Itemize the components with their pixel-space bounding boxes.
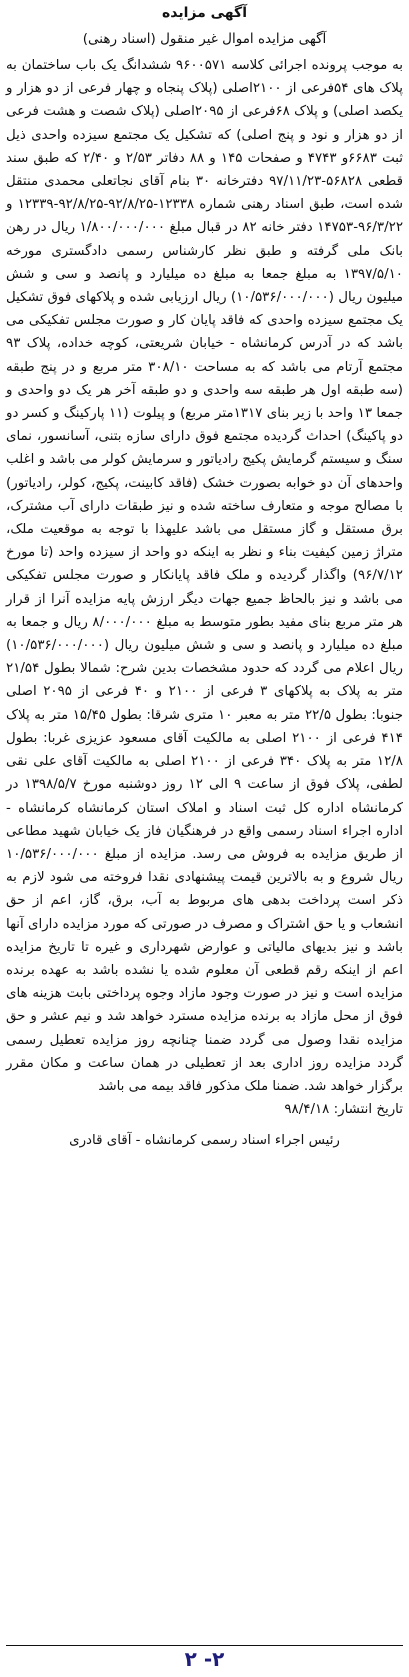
bottom-divider — [6, 1645, 403, 1646]
publish-date: تاریخ انتشار: ۹۸/۴/۱۸ — [284, 1102, 403, 1118]
page-number: ۲- ۲ — [184, 1647, 225, 1671]
notice-body: به موجب پرونده اجرائی کلاسه ۹۶۰۰۵۷۱ ششدانگ یک باب ساختمان به پلاک های ۵۴فرعی از ۲۱۰۰اصلی (پلاک پنجاه و چهار فرعی از دو هزار و یکصد اصلی) و پلاک ۶۸فرعی از ۲۰۹۵اصلی (پلاک شصت و هشت فرعی از دو هزار و نود و پنج اصلی) که تشکیل یک مجتمع سیزده واحدی ذیل ثبت ۶۶۸۳و ۴۷۴۳ و صفحات ۱۴۵ و ۸۸ دفاتر ۲/۵۳ و ۲/۴۰ که طبق سند قطعی ۵۶۸۲۸-۹۷/۱۱/۲۳ دفترخانه ۳۰ بنام آقای نجاتعلی محمدی منتقل شده است، طبق اسناد رهنی شماره ۱۲۳۳۸-۹۲/۸/۲۵-۹۲/۸/۲۵-۱۲۳۳۹ و ۹۶/۳/۲۲-۱۴۷۵۳ دفتر خانه ۸۲ در قبال مبلغ ۱/۸۰۰/۰۰۰/۰۰۰ ریال در رهن بانک ملی گرفته و طبق نظر کارشناس رسمی دادگستری مورخه ۱۳۹۷/۵/۱۰ به مبلغ جمعا به مبلغ ده میلیارد و پانصد و سی و شش میلیون ریال (۱۰/۵۳۶/۰۰۰/۰۰۰) ریال ارزیابی شده و پلاکهای فوق تشکیل یک مجتمع سیزده واحدی که فاقد پایان کار و صورت مجلس تفکیکی می باشد که در آدرس کرمانشاه - خیابان شریعتی، کوچه خداده، پلاک ۹۳ مجتمع آرتام می باشد که به مساحت ۳۰۸/۱۰ متر مربع و در پنج طبقه (سه طبقه اول هر طبقه سه واحدی و دو طبقه آخر هر یک دو واحدی و جمعا ۱۳ واحد با زیر بنای ۱۳۱۷متر مربع) و پیلوت (۱۱ پارکینگ و کسر دو دو پاکینگ) احداث گردیده مجتمع فوق دارای سازه بتنی، آسانسور، نمای سنگ و سیستم گرمایش پکیج رادیاتور و سرمایش کولر می باشد و اغلب واحدهای آن دو خوابه بصورت خشک (فاقد کابینت، پکیج، کولر، رادیاتور) با مصالح موجه و متعارف ساخته شده و نیز طبقات دارای آب مشترک، برق مستقل و گاز مستقل می باشد علیهذا با توجه به موقعیت ملک، متراژ زمین کیفیت بناء و نظر به اینکه دو واحد از سیزده واحد (تا مورخ ۹۶/۷/۱۲) واگذار گردیده و ملک فاقد پایانکار و صورت مجلس تفکیکی می باشد و نیز بالحاظ جمیع جهات دیگر ارزش پایه مزایده آنرا از قرار هر متر مربع بنای مفید بطور متوسط به مبلغ ۸/۰۰۰/۰۰۰ ریال و جمعا به مبلغ ده میلیارد و پانصد و سی و شش میلیون ریال (۱۰/۵۳۶/۰۰۰/۰۰۰) ریال اعلام می گردد که حدود مشخصات بدین شرح: شمالا بطول ۲۱/۵۴ متر به پلاک به پلاکهای ۳ فرعی از ۲۱۰۰ و ۴۰ فرعی از ۲۰۹۵ اصلی جنوبا: بطول ۲۲/۵ متر به معبر ۱۰ متری شرقا: بطول ۱۵/۴۵ متر به پلاک ۴۱۴ فرعی از ۲۱۰۰ اصلی به مالکیت آقای مسعود عزیزی غربا: بطول ۱۲/۸ متر به پلاک ۳۴۰ فرعی از ۲۱۰۰ اصلی به مالکیت آقای علی نقی لطفی، پلاک فوق از ساعت ۹ الی ۱۲ روز دوشنبه مورخ ۱۳۹۸/۵/۷ در کرمانشاه اداره کل ثبت اسناد و املاک استان کرمانشاه کرمانشاه - اداره اجراء اسناد رسمی واقع در فرهنگیان فاز یک خیابان شهید مطاعی از طریق مزایده به فروش می رسد. مزایده از مبلغ ۱۰/۵۳۶/۰۰۰/۰۰۰ ریال شروع و به بالاترین قیمت پیشنهادی نقدا فروخته می شود لازم به ذکر است پرداخت بدهی های مربوط به آب، برق، گاز، اعم از حق انشعاب و یا حق اشتراک و مصرف در صورتی که مورد مزایده دارای آنها باشد و نیز بدیهای مالیاتی و عوارض شهرداری و غیره تا تاریخ مزایده اعم از اینکه رقم قطعی آن معلوم شده یا نشده باشد به عهده برنده مزایده است و نیز در صورت وجود مازاد وجوه پرداختی بابت هزینه های فوق از محل مازاد به برنده مزایده مسترد خواهد شد و نیم عشر و حق مزایده نقدا وصول می گردد ضمنا چنانچه روز مزایده تعطیل رسمی گردد مزایده روز اداری بعد از تعطیلی در همان ساعت و مکان مقرر برگزار خواهد شد. ضمنا ملک مذکور فاقد بیمه می باشد — [6, 58, 404, 1094]
notice-title: آگهی مزایده — [161, 5, 247, 21]
signature-line: رئیس اجراء اسناد رسمی کرمانشاه - آقای قادری — [69, 1133, 340, 1149]
notice-subtitle: آگهی مزایده اموال غیر منقول (اسناد رهنی) — [82, 31, 327, 47]
